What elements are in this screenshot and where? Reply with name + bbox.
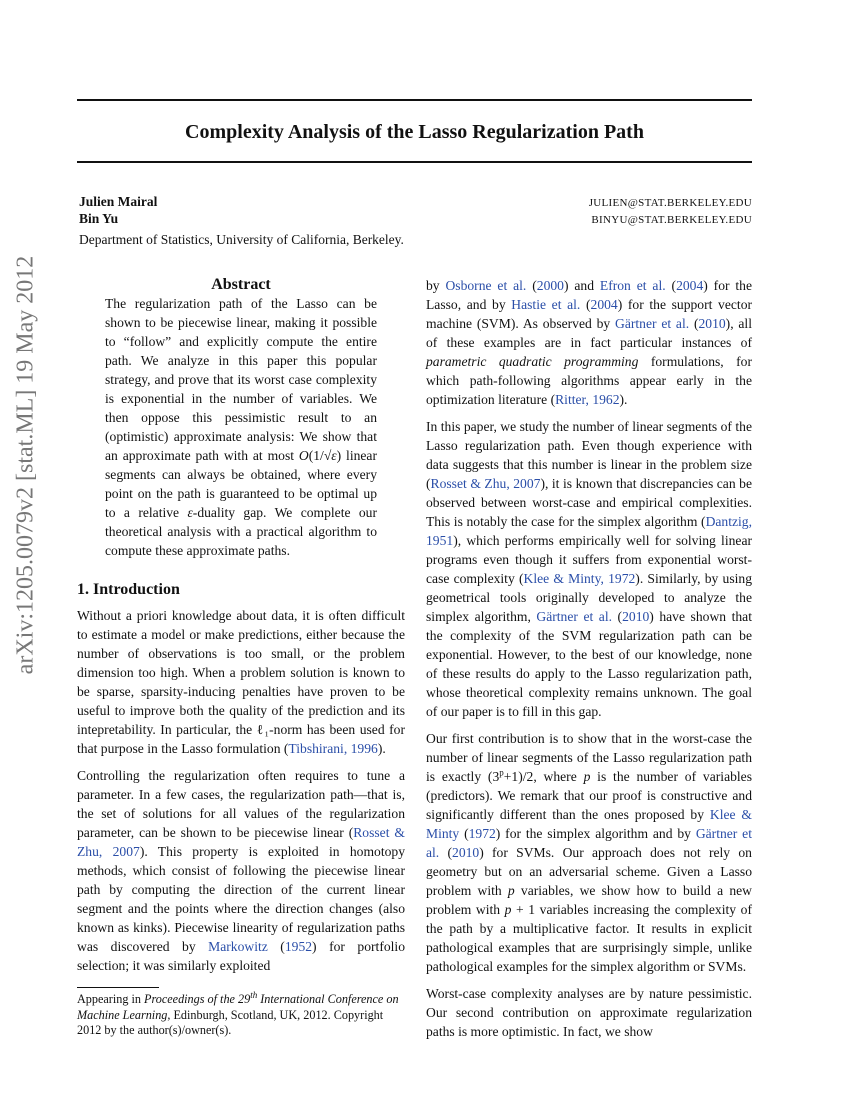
emphasis: ε bbox=[331, 448, 337, 463]
emphasis: p bbox=[504, 902, 512, 917]
footnote bbox=[77, 975, 405, 1039]
citation-link[interactable]: Gärtner et al. bbox=[426, 826, 752, 860]
citation-link[interactable]: 2010 bbox=[622, 609, 650, 624]
paragraph: Worst-case complexity analyses are by nature pessimistic. Our second contribution on approximate regularization paths is more optimistic. In fact, we show bbox=[426, 986, 752, 1039]
citation-link[interactable]: Hastie et al. bbox=[511, 297, 581, 312]
footnote-rule bbox=[77, 987, 159, 988]
emphasis: p bbox=[507, 883, 515, 898]
author-name: Bin Yu bbox=[79, 211, 119, 226]
top-rule bbox=[77, 99, 752, 101]
right-column bbox=[426, 276, 752, 1041]
citation-link[interactable]: 2000 bbox=[536, 278, 564, 293]
emphasis: O bbox=[298, 448, 309, 463]
paragraph: In this paper, we study the number of linear segments of the Lasso regularization path. Even though experience with data suggests that this number is linear in the problem size (Rosset & Zhu, 2007), it is known that discrepancies can be observed between worst-case and empirical complexities. This is notably the case for the simplex algorithm (Dantzig, 1951), which performs empirically well for solving linear programs even though it suffers from exponential worst-case complexity (Klee & Minty, 1972). Similarly, by using geometrical tools originally developed to analyze the simplex algorithm, Gärtner et al. (2010) have shown that the complexity of the SVM regularization path can be exponential. However, to the best of our knowledge, none of these results do apply to the Lasso regularization path, whose theoretical complexity remains unknown. The goal of our paper is to fill in this gap. bbox=[426, 419, 753, 719]
paragraph: Our first contribution is to show that in the worst-case the number of linear segments of the Lasso regularization path is exactly $(3^p+1)/2$, where p is the number of variables (predictors). We remark that our proof is constructive and significantly different than the ones proposed by Klee & Minty (1972) for the simplex algorithm and by Gärtner et al. (2010) for SVMs. Our approach does not rely on geometry but on an adversarial scheme. Given a Lasso problem with p variables, we show how to build a new problem with p + 1 variables increasing the complexity of the path by a multiplicative factor. It results in explicit pathological examples that are surprisingly simple, unlike pathological examples for the simplex algorithm or SVMs. bbox=[426, 731, 753, 974]
citation-link[interactable]: Ritter, 1962 bbox=[555, 392, 620, 407]
citation-link[interactable]: 1972 bbox=[468, 826, 496, 841]
citation-link[interactable]: Tibshirani, 1996 bbox=[288, 741, 378, 756]
superscript: p bbox=[499, 767, 504, 778]
citation-link[interactable]: Markowitz bbox=[208, 939, 268, 954]
citation-link[interactable]: Rosset & Zhu, 2007 bbox=[77, 825, 405, 859]
citation-link[interactable]: Klee & Minty, 1972 bbox=[523, 571, 636, 586]
citation-link[interactable]: Rosset & Zhu, 2007 bbox=[430, 476, 541, 491]
citation-link[interactable]: 1952 bbox=[284, 939, 313, 954]
left-column bbox=[77, 275, 405, 1039]
abstract-body: The regularization path of the Lasso can be shown to be piecewise linear, making it possible to “follow” and explicitly compute the entire path. We analyze in this paper this popular strategy, and prove that its worst case complexity is exponential in the number of variables. We then oppose this pessimistic result to an (optimistic) approximate analysis: We show that an approximate path with at most O(1/√ε) linear segments can always be obtained, where every point on the path is guaranteed to be optimal up to a relative ε-duality gap. We complete our theoretical analysis with a practical algorithm to compute these approximate paths. bbox=[105, 296, 377, 558]
emphasis: Proceedings of the 29 bbox=[144, 992, 251, 1006]
citation-link[interactable]: Efron et al. bbox=[599, 278, 666, 293]
emphasis: parametric quadratic programming bbox=[426, 354, 639, 369]
paragraph: by Osborne et al. (2000) and Efron et al. (2004) for the Lasso, and by Hastie et al. (2004) for the support vector machine (SVM). As observed by Gärtner et al. (2010), all of these examples are in fact particular instances of parametric quadratic programming formulations, for which path-following algorithms appear early in the optimization literature (Ritter, 1962). bbox=[426, 278, 753, 407]
citation-link[interactable]: Gärtner et al. bbox=[615, 316, 690, 331]
emphasis: p bbox=[583, 769, 591, 784]
citation-link[interactable]: Osborne et al. bbox=[445, 278, 527, 293]
footnote-text: Appearing in Proceedings of the 29th International Conference on Machine Learning, Edinburgh, Scotland, UK, 2012. Copyright 2012 by the author(s)/owner(s). bbox=[77, 989, 399, 1037]
superscript: th bbox=[250, 989, 258, 1000]
affiliation: Department of Statistics, University of California, Berkeley. bbox=[79, 232, 404, 247]
citation-link[interactable]: 2004 bbox=[590, 297, 618, 312]
citation-link[interactable]: Klee & Minty bbox=[426, 807, 753, 841]
author-name: Julien Mairal bbox=[79, 194, 158, 209]
title-bottom-rule bbox=[77, 161, 752, 163]
arxiv-identifier: arXiv:1205.0079v2 [stat.ML] 19 May 2012 bbox=[12, 255, 39, 675]
abstract-heading: Abstract bbox=[211, 276, 271, 293]
emphasis: ε bbox=[187, 505, 193, 520]
section-heading-introduction: 1. Introduction bbox=[77, 581, 180, 598]
citation-link[interactable]: Gärtner et al. bbox=[536, 609, 613, 624]
citation-link[interactable]: Dantzig, 1951 bbox=[426, 514, 752, 548]
citation-link[interactable]: 2010 bbox=[452, 845, 480, 860]
paragraph: Without a priori knowledge about data, it is often difficult to estimate a model or make predictions, either because the number of observations is too small, or the problem dimension too high. When a problem solution is known to be sparse, sparsity-inducing penalties have proven to be useful to improve both the quality of the prediction and its intepretability. In particular, the ℓ₁-norm has been used for that purpose in the Lasso formulation (Tibshirani, 1996). bbox=[77, 608, 405, 756]
paper-title: Complexity Analysis of the Lasso Regularization Path bbox=[185, 121, 644, 143]
paragraph: Controlling the regularization often requires to tune a parameter. In a few cases, the regularization path—that is, the set of solutions for all values of the regularization parameter, can be shown to be piecewise linear (Rosset & Zhu, 2007). This property is exploited in homotopy methods, which consist of following the piecewise linear path by computing the direction of the current linear segment and the points where the direction changes (also known as kinks). Piecewise linearity of regularization paths was discovered by Markowitz (1952) for portfolio selection; it was similarly exploited bbox=[77, 768, 405, 973]
citation-link[interactable]: 2010 bbox=[698, 316, 726, 331]
author-email[interactable]: BINYU@STAT.BERKELEY.EDU bbox=[591, 214, 752, 226]
citation-link[interactable]: 2004 bbox=[676, 278, 704, 293]
emphasis: International Conference on Machine Learning bbox=[77, 992, 399, 1022]
author-email[interactable]: JULIEN@STAT.BERKELEY.EDU bbox=[588, 197, 752, 209]
